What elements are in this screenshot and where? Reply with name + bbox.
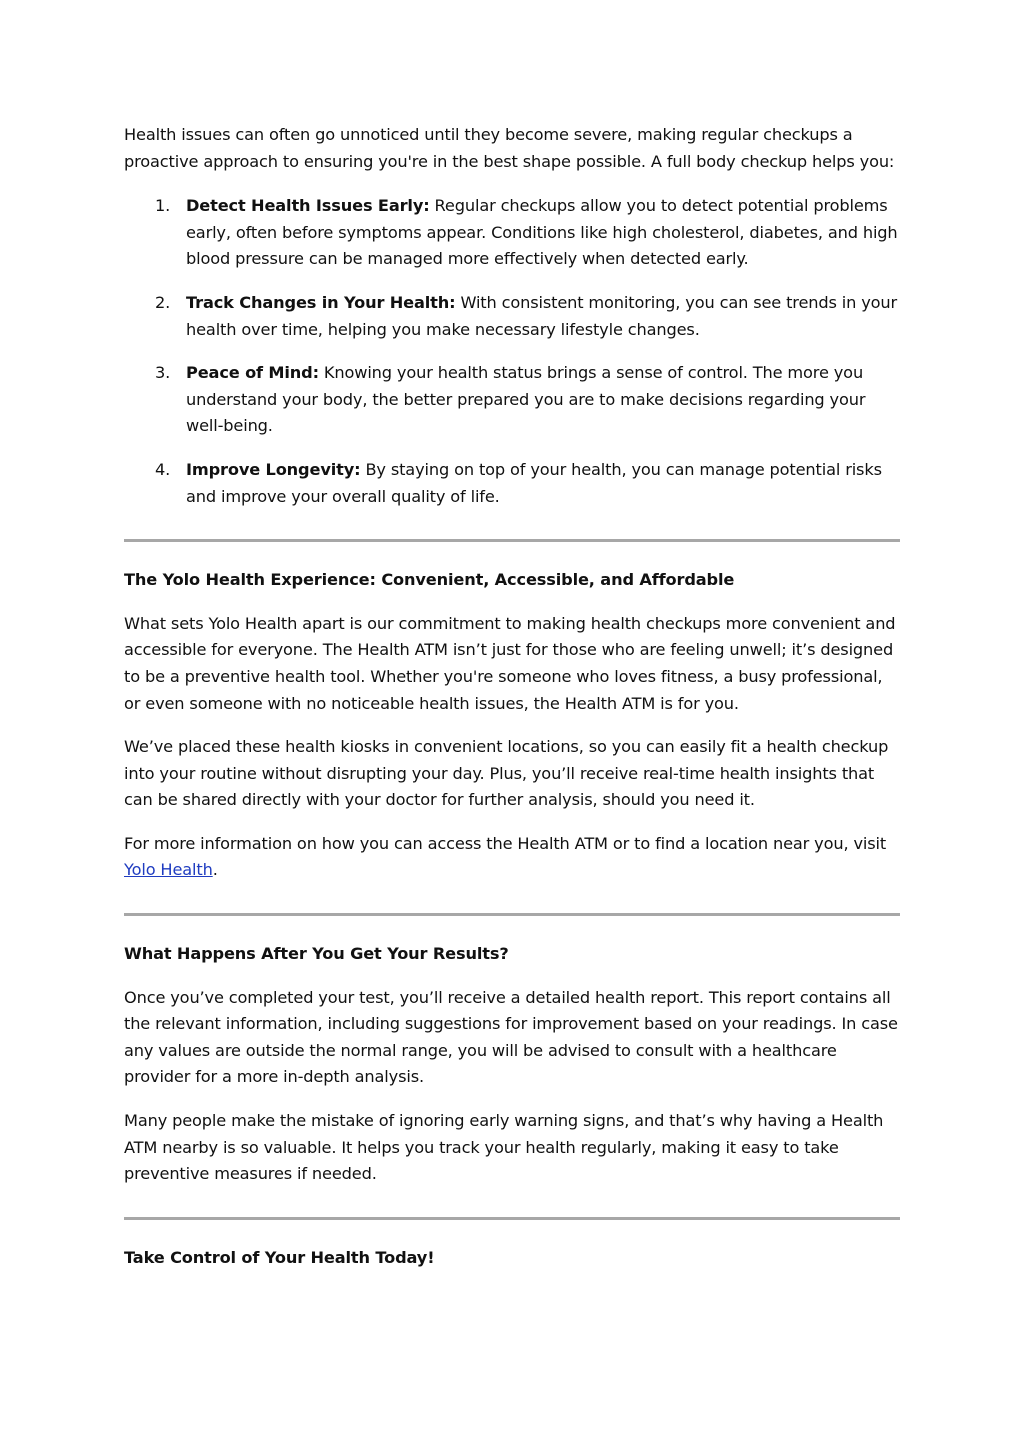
intro-paragraph: Health issues can often go unnoticed until they become severe, making regular checkups a proactive approach to ensuring you're in the best shape possible. A full body checkup helps you: — [124, 125, 895, 171]
list-item-title: Detect Health Issues Early: — [186, 196, 430, 216]
document-page — [124, 122, 900, 1288]
results-paragraph-1: Once you’ve completed your test, you’ll receive a detailed health report. This report contains all the relevant information, including suggestions for improvement based on your readings. In case any values are outside the normal range, you will be advised to consult with a healthcare provider for a more in-depth analysis. — [124, 987, 898, 1087]
list-item-number: 4. — [155, 459, 171, 479]
yolo-health-link[interactable]: Yolo Health — [124, 860, 213, 880]
list-item — [124, 193, 900, 273]
list-item-number: 2. — [155, 292, 171, 312]
section-divider — [124, 913, 900, 916]
section-divider — [124, 1217, 900, 1220]
experience-paragraph-1: What sets Yolo Health apart is our commitment to making health checkups more convenient and accessible for everyone. The Health ATM isn’t just for those who are feeling unwell; it’s designed to be a preventive health tool. Whether you're someone who loves fitness, a busy professional, or even someone with no noticeable health issues, the Health ATM is for you. — [124, 613, 896, 713]
experience-paragraph-3 — [124, 831, 900, 884]
experience-paragraph-2: We’ve placed these health kiosks in convenient locations, so you can easily fit a health checkup into your routine without disrupting your day. Plus, you’ll receive real-time health insights that can be shared directly with your doctor for further analysis, should you need it. — [124, 737, 889, 810]
section-heading-results: What Happens After You Get Your Results? — [124, 944, 509, 964]
list-item-text: With consistent monitoring, you can see trends in your health over time, helping you make necessary lifestyle changes. — [186, 292, 898, 339]
list-item — [124, 360, 900, 440]
list-item-text: Regular checkups allow you to detect potential problems early, often before symptoms appear. Conditions like high cholesterol, diabetes, and high blood pressure can be managed more effectively when detected early. — [186, 196, 898, 269]
list-item-title: Improve Longevity: — [186, 459, 361, 479]
visit-text: For more information on how you can access the Health ATM or to find a location near you, visit — [124, 833, 887, 853]
section-divider — [124, 539, 900, 542]
list-item-number: 3. — [155, 363, 171, 383]
benefits-list — [124, 193, 900, 510]
list-item-text: By staying on top of your health, you can manage potential risks and improve your overall quality of life. — [186, 459, 882, 506]
results-paragraph-2: Many people make the mistake of ignoring early warning signs, and that’s why having a Health ATM nearby is so valuable. It helps you track your health regularly, making it easy to take preventive measures if needed. — [124, 1111, 884, 1184]
section-heading-control: Take Control of Your Health Today! — [124, 1247, 435, 1267]
list-item-number: 1. — [155, 196, 171, 216]
list-item — [124, 457, 900, 510]
list-item-title: Peace of Mind: — [186, 363, 319, 383]
list-item — [124, 290, 900, 343]
list-item-title: Track Changes in Your Health: — [186, 292, 456, 312]
list-item-text: Knowing your health status brings a sense of control. The more you understand your body, the better prepared you are to make decisions regarding your well-being. — [186, 363, 866, 436]
visit-period: . — [212, 860, 218, 880]
section-heading-experience: The Yolo Health Experience: Convenient, Accessible, and Affordable — [124, 570, 735, 590]
